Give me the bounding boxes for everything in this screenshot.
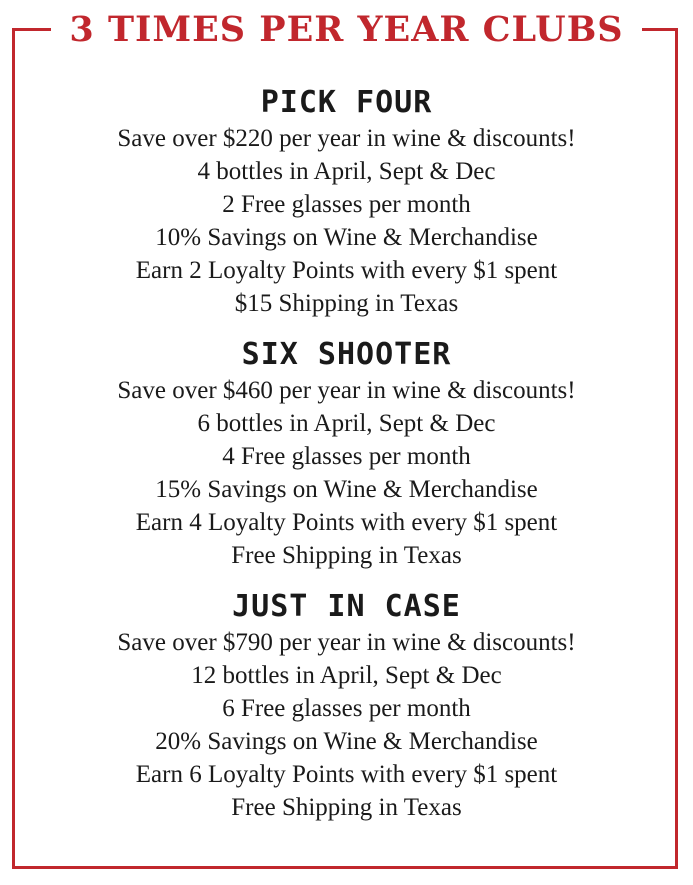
club-benefit: Save over $460 per year in wine & discounts! bbox=[117, 377, 576, 404]
club-benefit: 4 bottles in April, Sept & Dec bbox=[197, 158, 496, 185]
club-name: PICK FOUR bbox=[260, 85, 433, 120]
club-benefit: Earn 2 Loyalty Points with every $1 spent bbox=[135, 257, 558, 284]
club-benefit: 6 bottles in April, Sept & Dec bbox=[197, 410, 496, 437]
club-benefit: Earn 6 Loyalty Points with every $1 spent bbox=[135, 761, 558, 788]
club-benefit: 20% Savings on Wine & Merchandise bbox=[155, 728, 538, 755]
club-benefit: Earn 4 Loyalty Points with every $1 spent bbox=[135, 509, 558, 536]
clubs-list bbox=[0, 84, 693, 824]
club-benefit: 2 Free glasses per month bbox=[222, 191, 471, 218]
club-benefit: 4 Free glasses per month bbox=[222, 443, 471, 470]
club-benefit: $15 Shipping in Texas bbox=[234, 290, 459, 317]
page-title: 3 TIMES PER YEAR CLUBS bbox=[51, 8, 641, 52]
club-benefit: 15% Savings on Wine & Merchandise bbox=[155, 476, 538, 503]
club-name: JUST IN CASE bbox=[232, 589, 461, 624]
club-benefit: 12 bottles in April, Sept & Dec bbox=[191, 662, 502, 689]
club-benefit: Save over $220 per year in wine & discounts! bbox=[117, 125, 576, 152]
club-name: SIX SHOOTER bbox=[241, 337, 452, 372]
club-benefit: Save over $790 per year in wine & discounts! bbox=[117, 629, 576, 656]
club-benefit: Free Shipping in Texas bbox=[231, 794, 462, 821]
club-benefit: Free Shipping in Texas bbox=[231, 542, 462, 569]
club-benefit: 10% Savings on Wine & Merchandise bbox=[155, 224, 538, 251]
club-just-in-case bbox=[0, 588, 693, 824]
title-bar bbox=[0, 8, 693, 52]
club-pick-four bbox=[0, 84, 693, 320]
club-six-shooter bbox=[0, 336, 693, 572]
club-benefit: 6 Free glasses per month bbox=[222, 695, 471, 722]
